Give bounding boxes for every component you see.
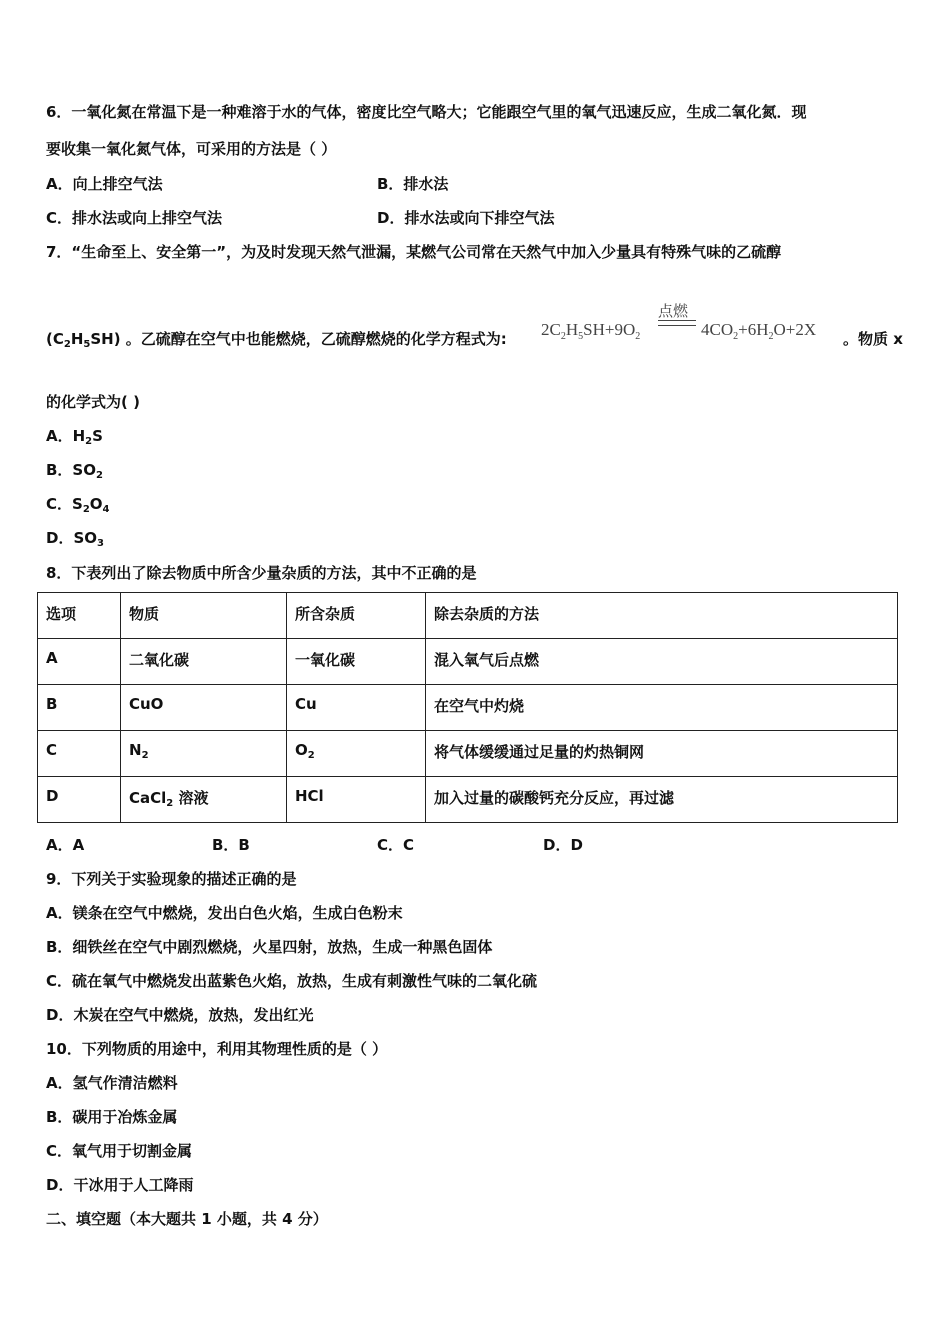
q6-stem-line1: 6．一氧化氮在常温下是一种难溶于水的气体，密度比空气略大；它能跟空气里的氧气迅速反应，生成二氧化氮．现 bbox=[46, 103, 807, 121]
q7-stem-line2: $(C_2H_5SH)$ 。乙硫醇在空气中也能燃烧，乙硫醇燃烧的化学方程式为: bbox=[46, 330, 507, 350]
header-impurity: 所含杂质 bbox=[287, 593, 426, 639]
header-option: 选项 bbox=[38, 593, 121, 639]
q9-option-d[interactable]: D．木炭在空气中燃烧，放热，发出红光 bbox=[46, 1006, 314, 1024]
q7-option-a[interactable]: A．$H_2S$ bbox=[46, 427, 103, 447]
q6-option-c[interactable]: C．排水法或向上排空气法 bbox=[46, 209, 223, 227]
reaction-arrow bbox=[658, 320, 696, 326]
section-heading: 二、填空题（本大题共 1 小题，共 4 分） bbox=[46, 1210, 328, 1228]
equation-products: $4CO_2+6H_2O+2X$ bbox=[701, 320, 817, 342]
q7-stem-line1: 7．“生命至上、安全第一”，为及时发现天然气泄漏，某燃气公司常在天然气中加入少量具有特殊气味的乙硫醇 bbox=[46, 243, 782, 261]
q9-option-a[interactable]: A．镁条在空气中燃烧，发出白色火焰，生成白色粉末 bbox=[46, 904, 403, 922]
q9-stem: 9．下列关于实验现象的描述正确的是 bbox=[46, 870, 297, 888]
q6-stem-line2: 要收集一氧化氮气体，可采用的方法是（ ） bbox=[46, 140, 337, 158]
q7-stem-line2-end: 。物质 x bbox=[843, 330, 903, 348]
table-row: A 二氧化碳 一氧化碳 混入氧气后点燃 bbox=[38, 639, 898, 685]
q10-option-a[interactable]: A．氢气作清洁燃料 bbox=[46, 1074, 178, 1092]
header-substance: 物质 bbox=[121, 593, 287, 639]
table-row: B CuO Cu 在空气中灼烧 bbox=[38, 685, 898, 731]
impurity-table bbox=[37, 592, 898, 823]
q7-option-c[interactable]: C．$S_2O_4$ bbox=[46, 495, 110, 515]
reaction-condition: 点燃 bbox=[658, 304, 689, 320]
q6-option-d[interactable]: D．排水法或向下排空气法 bbox=[377, 209, 555, 227]
equation-reactants: $2C_2H_5SH+9O_2$ bbox=[541, 320, 641, 342]
q6-option-b[interactable]: B．排水法 bbox=[377, 175, 449, 193]
combustion-equation bbox=[541, 300, 841, 346]
q8-stem: 8．下表列出了除去物质中所含少量杂质的方法，其中不正确的是 bbox=[46, 564, 477, 582]
q10-option-d[interactable]: D．干冰用于人工降雨 bbox=[46, 1176, 194, 1194]
q10-option-c[interactable]: C．氧气用于切割金属 bbox=[46, 1142, 193, 1160]
q9-option-c[interactable]: C．硫在氧气中燃烧发出蓝紫色火焰，放热，生成有刺激性气味的二氧化硫 bbox=[46, 972, 538, 990]
table-header-row bbox=[38, 593, 898, 639]
q8-option-a[interactable]: A．A bbox=[46, 836, 85, 854]
q10-option-b[interactable]: B．碳用于冶炼金属 bbox=[46, 1108, 178, 1126]
q7-stem-line3: 的化学式为( ) bbox=[46, 393, 140, 411]
q10-stem: 10．下列物质的用途中，利用其物理性质的是（ ） bbox=[46, 1040, 388, 1058]
q8-option-c[interactable]: C．C bbox=[377, 836, 415, 854]
q9-option-b[interactable]: B．细铁丝在空气中剧烈燃烧，火星四射，放热，生成一种黑色固体 bbox=[46, 938, 493, 956]
header-method: 除去杂质的方法 bbox=[426, 593, 898, 639]
q7-option-b[interactable]: B．$SO_2$ bbox=[46, 461, 103, 481]
q8-option-b[interactable]: B．B bbox=[212, 836, 250, 854]
table-row: C $N_2$ $O_2$ 将气体缓缓通过足量的灼热铜网 bbox=[38, 731, 898, 777]
q6-option-a[interactable]: A．向上排空气法 bbox=[46, 175, 163, 193]
table-row: D CaCl$_2$ 溶液 HCl 加入过量的碳酸钙充分反应，再过滤 bbox=[38, 777, 898, 823]
q8-option-d[interactable]: D．D bbox=[543, 836, 583, 854]
q7-option-d[interactable]: D．$SO_3$ bbox=[46, 529, 104, 549]
